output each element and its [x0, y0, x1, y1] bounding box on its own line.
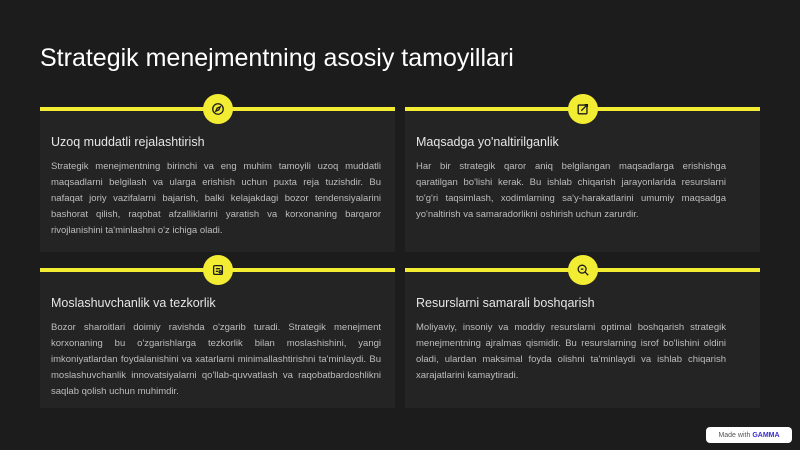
search-resource-icon: [568, 255, 598, 285]
card-body: Bozor sharoitlari doimiy ravishda o'zgarib turadi. Strategik menejment korxonaning bu o'zgarishlarga tezkorlik bilan moslashishini, yangi imkoniyatlardan foydalanishini va xatarlarni minimallashtirishni ta'minlaydi. Bu moslashuvchanlik innovatsiyalarni qo'llab-quvvatlash va raqobatbardoshlikni saqlab qolish uchun muhimdir.: [51, 322, 381, 397]
made-with-gamma-badge[interactable]: [706, 427, 792, 443]
principle-card-goal-orientation: [405, 107, 760, 252]
card-heading: Moslashuvchanlik va tezkorlik: [51, 296, 216, 310]
footer-prefix: Made with: [718, 431, 751, 439]
target-edit-icon: [568, 94, 598, 124]
card-heading: Resurslarni samarali boshqarish: [416, 296, 595, 310]
card-body: Har bir strategik qaror aniq belgilangan maqsadlarga erishishga qaratilgan bo'lishi kerak. Bu ishlab chiqarish jarayonlarida resurslarni to'g'ri taqsimlash, xodimlarning sa'y-harakatlarini umumiy maqsadga yo'naltirish va samaradorlikni oshirish uchun zarurdir.: [416, 161, 726, 220]
principle-card-long-term-planning: [40, 107, 395, 252]
principle-card-resource-management: [405, 268, 760, 408]
footer-brand: GAMMA: [752, 431, 780, 439]
card-heading: Uzoq muddatli rejalashtirish: [51, 135, 205, 149]
adaptation-icon: [203, 255, 233, 285]
card-heading: Maqsadga yo'naltirilganlik: [416, 135, 559, 149]
card-body: Strategik menejmentning birinchi va eng muhim tamoyili uzoq muddatli maqsadlarni belgilash va ularga erishish uchun puxta reja tuzishdir. Bu nafaqat joriy vazifalarni bajarish, balki kelajakdagi bozor tendensiyalarini bashorat qilish, raqobat afzalliklarini yaratish va korxonaning barqaror rivojlanishini ta'minlashni o'z ichiga oladi.: [51, 161, 381, 236]
principle-card-flexibility: [40, 268, 395, 408]
compass-icon: [203, 94, 233, 124]
page-title: Strategik menejmentning asosiy tamoyillari: [40, 44, 514, 72]
card-body: Moliyaviy, insoniy va moddiy resurslarni optimal boshqarish strategik menejmentning ajralmas qismidir. Bu resurslarning isrof bo'lishini oldini oladi, ulardan maksimal foyda olishni ta'minlaydi va ishlab chiqarish xarajatlarini kamaytiradi.: [416, 322, 726, 381]
